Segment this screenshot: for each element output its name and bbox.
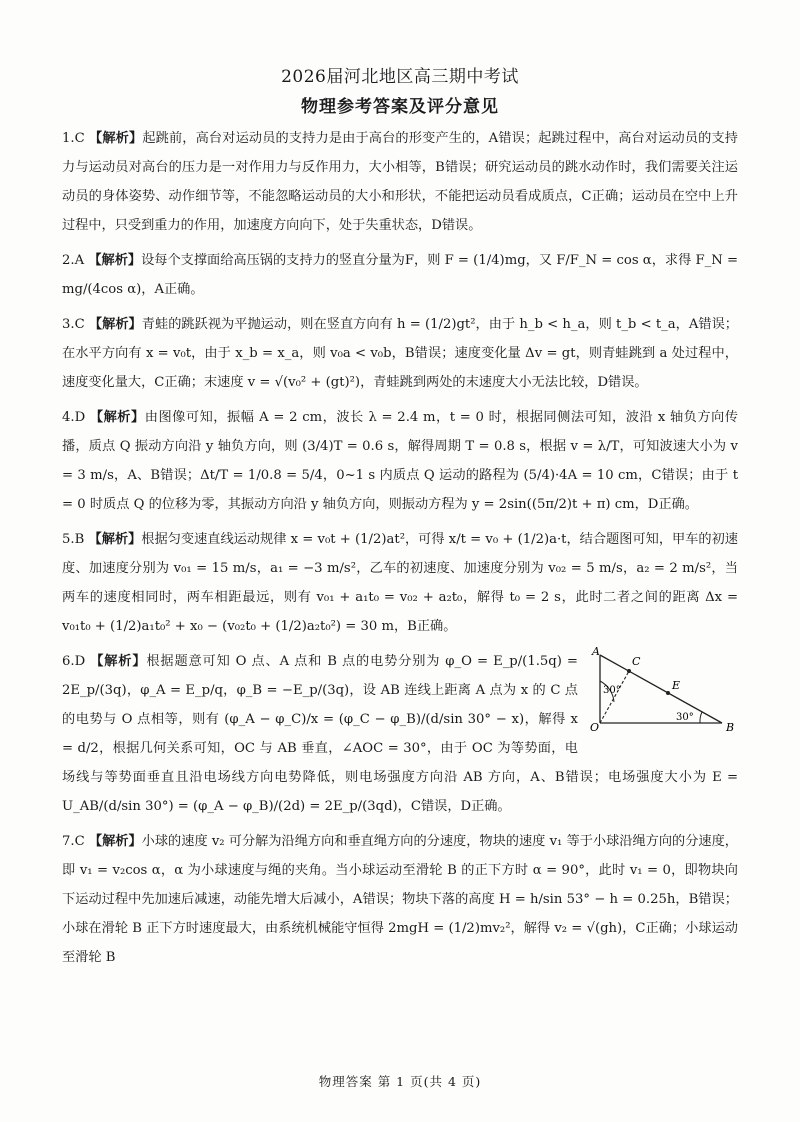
triangle-figure bbox=[588, 647, 738, 737]
point-e bbox=[666, 691, 670, 695]
question-3 bbox=[62, 310, 738, 397]
question-number: 5. bbox=[62, 532, 75, 547]
angle-label-top: 30° bbox=[603, 685, 621, 696]
analysis-tag: 【解析】 bbox=[88, 532, 142, 547]
question-number: 1. bbox=[62, 131, 75, 146]
question-number: 2. bbox=[62, 253, 75, 268]
analysis-tag: 【解析】 bbox=[90, 654, 147, 669]
page-subtitle: 物理参考答案及评分意见 bbox=[301, 97, 499, 117]
point-c bbox=[627, 669, 631, 673]
page-title: 2026届河北地区高三期中考试 bbox=[281, 67, 519, 87]
question-6 bbox=[62, 647, 738, 821]
question-4 bbox=[62, 403, 738, 519]
page-footer: 物理答案 第 1 页(共 4 页) bbox=[318, 1074, 482, 1089]
question-number: 4. bbox=[62, 410, 75, 425]
analysis-tag: 【解析】 bbox=[89, 410, 145, 425]
answer-list bbox=[62, 124, 738, 978]
angle-label-bottom: 30° bbox=[676, 712, 694, 723]
question-number: 7. bbox=[62, 834, 75, 849]
question-2 bbox=[62, 246, 738, 304]
label-e: E bbox=[672, 679, 681, 692]
question-answer: C bbox=[74, 131, 85, 146]
question-number: 3. bbox=[62, 317, 75, 332]
question-answer: C bbox=[74, 317, 85, 332]
question-answer: A bbox=[74, 253, 85, 268]
question-answer: D bbox=[74, 654, 86, 669]
label-c: C bbox=[632, 655, 641, 668]
segment-oc bbox=[600, 671, 629, 723]
question-answer: C bbox=[74, 834, 85, 849]
analysis-text: 根据题意可知 O 点、A 点和 B 点的电势分别为 φ_O = E_p/(1.5q) = 2E_p/(3q)，φ_A = E_p/q，φ_B = −E_p/(3q)，设 AB 连线上距离 A 点为 x 的 C 点的电势与 O 点相等，则有 (φ_A − φ_C)/x = (φ_C − φ_B)/(d/sin 30° − x)，解得 x = d/2，根据几何关系可知，OC 与 AB 垂直，∠AOC = 30°，由于 OC 为等势面，电场线与等势面垂直且沿电场线方向电势降低，则电场强度方向沿 AB 方向，A、B错误；电场强度大小为 E = U_AB/(d/sin 30°) = (φ_A − φ_B)/(2d) = 2E_p/(3qd)，C错误，D正确。 bbox=[62, 654, 738, 814]
question-answer: B bbox=[74, 532, 85, 547]
analysis-text: 设每个支撑面给高压锅的支持力的竖直分量为F，则 F = (1/4)mg，又 F/F_N = cos α，求得 F_N = mg/(4cos α)，A正确。 bbox=[62, 253, 739, 297]
analysis-tag: 【解析】 bbox=[88, 253, 142, 268]
question-5 bbox=[62, 525, 738, 641]
question-number: 6. bbox=[62, 654, 75, 669]
analysis-tag: 【解析】 bbox=[88, 834, 142, 849]
question-1 bbox=[62, 124, 738, 240]
analysis-text: 小球的速度 v₂ 可分解为沿绳方向和垂直绳方向的分速度，物块的速度 v₁ 等于小球沿绳方向的分速度，即 v₁ = v₂cos α，α 为小球速度与绳的夹角。当小球运动至滑轮 B 的正下方时 α = 90°，此时 v₁ = 0，即物块向下运动过程中先加速后减速，动能先增大后减小，A错误；物块下落的高度 H = h/sin 53° − h = 0.25h，B错误；小球在滑轮 B 正下方时速度最大，由系统机械能守恒得 2mgH = (1/2)mv₂²，解得 v₂ = √(gh)，C正确；小球运动至滑轮 B bbox=[62, 834, 738, 965]
angle-arc-bottom bbox=[700, 712, 702, 723]
question-7 bbox=[62, 827, 738, 972]
label-o: O bbox=[590, 721, 600, 734]
analysis-text: 青蛙的跳跃视为平抛运动，则在竖直方向有 h = (1/2)gt²，由于 h_b < h_a，则 t_b < t_a，A错误；在水平方向有 x = v₀t，由于 x_b = x_a，则 v₀a < v₀b，B错误；速度变化量 Δv = gt，则青蛙跳到 a 处过程中，速度变化量大，C正确；末速度 v = √(v₀² + (gt)²)，青蛙跳到两处的末速度大小无法比较，D错误。 bbox=[62, 317, 738, 390]
question-answer: D bbox=[74, 410, 86, 425]
analysis-text: 由图像可知，振幅 A = 2 cm，波长 λ = 2.4 m，t = 0 时，根据同侧法可知，波沿 x 轴负方向传播，质点 Q 振动方向沿 y 轴负方向，则 (3/4)T = 0.6 s，解得周期 T = 0.8 s，根据 v = λ/T，可知波速大小为 v = 3 m/s，A、B错误；Δt/T = 1/0.8 = 5/4，0~1 s 内质点 Q 运动的路程为 (5/4)·4A = 10 cm，C错误；由于 t = 0 时质点 Q 的位移为零，其振动方向沿 y 轴负方向，则振动方程为 y = 2sin((5π/2)t + π) cm，D正确。 bbox=[62, 410, 738, 512]
label-a: A bbox=[592, 647, 600, 658]
label-b: B bbox=[726, 721, 735, 734]
analysis-text: 起跳前，高台对运动员的支持力是由于高台的形变产生的，A错误；起跳过程中，高台对运动员的支持力与运动员对高台的压力是一对作用力与反作用力，大小相等，B错误；研究运动员的跳水动作时，我们需要关注运动员的身体姿势、动作细节等，不能忽略运动员的大小和形状，不能把运动员看成质点，C正确；运动员在空中上升过程中，只受到重力的作用，加速度方向向下，处于失重状态，D错误。 bbox=[62, 131, 738, 233]
analysis-text: 根据匀变速直线运动规律 x = v₀t + (1/2)at²，可得 x/t = v₀ + (1/2)a·t，结合题图可知，甲车的初速度、加速度分别为 v₀₁ = 15 m/s，a₁ = −3 m/s²，乙车的初速度、加速度分别为 v₀₂ = 5 m/s，a₂ = 2 m/s²，当两车的速度相同时，两车相距最远，则有 v₀₁ + a₁t₀ = v₀₂ + a₂t₀，解得 t₀ = 2 s，此时二者之间的距离 Δx = v₀₁t₀ + (1/2)a₁t₀² + x₀ − (v₀₂t₀ + (1/2)a₂t₀²) = 30 m，B正确。 bbox=[62, 532, 738, 634]
analysis-tag: 【解析】 bbox=[89, 131, 143, 146]
analysis-tag: 【解析】 bbox=[88, 317, 142, 332]
